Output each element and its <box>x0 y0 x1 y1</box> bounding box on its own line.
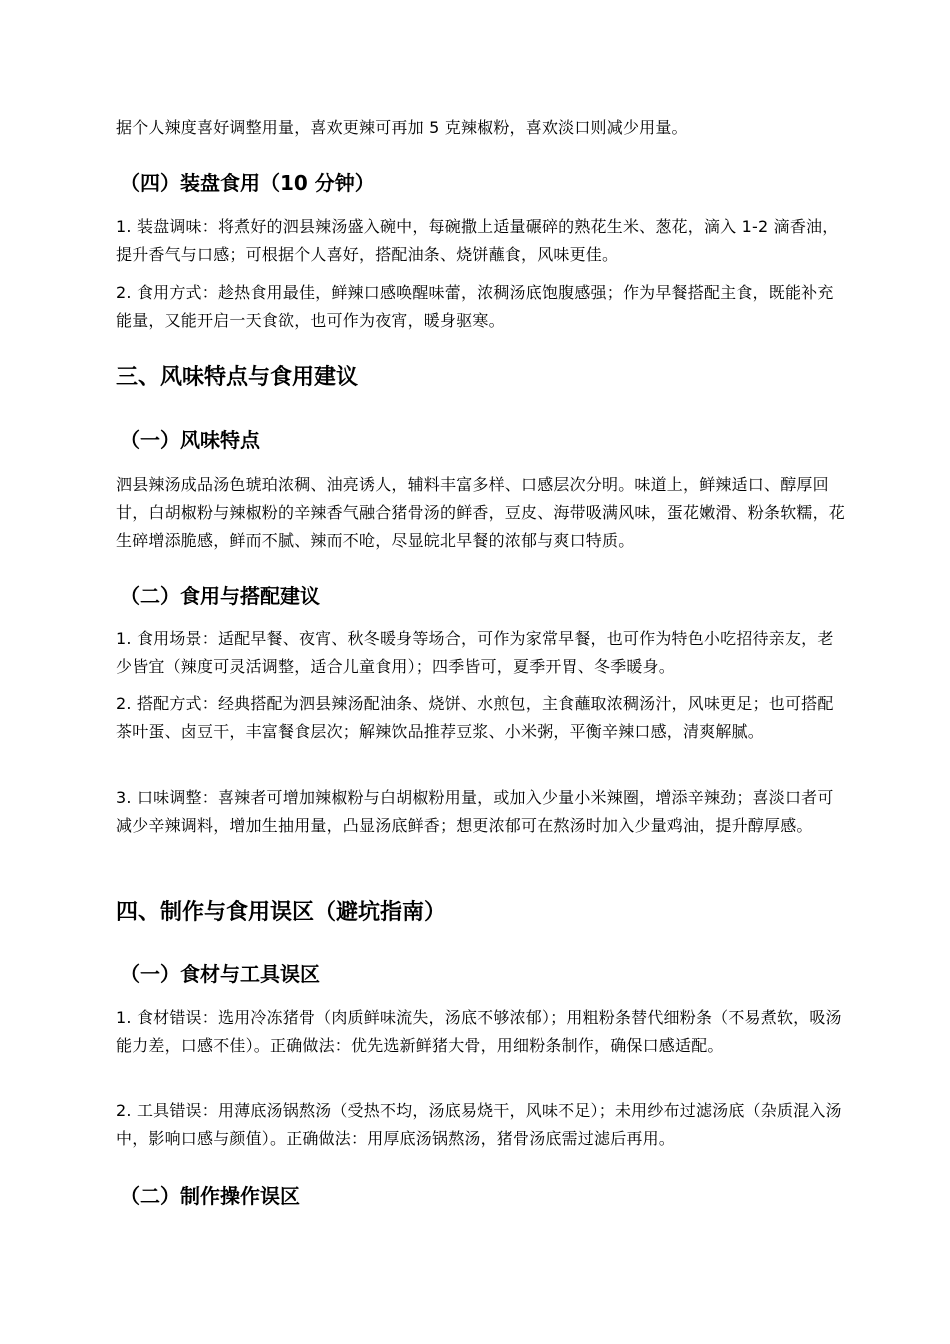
heading-pairing: （二）食用与搭配建议 <box>120 584 320 608</box>
heading-operation-mistakes: （二）制作操作误区 <box>120 1184 300 1208</box>
heading-section-4: （四）装盘食用（10 分钟） <box>120 171 375 195</box>
paragraph-top: 据个人辣度喜好调整用量，喜欢更辣可再加 5 克辣椒粉，喜欢淡口则减少用量。 <box>116 118 688 137</box>
heading-ingredient-mistakes: （一）食材与工具误区 <box>120 962 320 986</box>
paragraph-eating-method: 2. 食用方式：趁热食用最佳，鲜辣口感唤醒味蕾，浓稠汤底饱腹感强；作为早餐搭配主食，既能补充能量，又能开启一天食欲，也可作为夜宵，暖身驱寒。 <box>116 283 834 330</box>
paragraph-ingredient-errors: 1. 食材错误：选用冷冻猪骨（肉质鲜味流失，汤底不够浓郁）；用粗粉条替代细粉条（不易煮软，吸汤能力差，口感不佳）。正确做法：优先选新鲜猪大骨，用细粉条制作，确保口感适配。 <box>116 1008 842 1055</box>
paragraph-plating: 1. 装盘调味：将煮好的泗县辣汤盛入碗中，每碗撒上适量碾碎的熟花生米、葱花，滴入 1-2 滴香油，提升香气与口感；可根据个人喜好，搭配油条、烧饼蘸食，风味更佳。 <box>116 217 839 264</box>
paragraph-tool-errors: 2. 工具错误：用薄底汤锅熬汤（受热不均，汤底易烧干，风味不足）；未用纱布过滤汤底（杂质混入汤中，影响口感与颜值）。正确做法：用厚底汤锅熬汤，猪骨汤底需过滤后再用。 <box>116 1101 842 1148</box>
paragraph-taste-adjust: 3. 口味调整：喜辣者可增加辣椒粉与白胡椒粉用量，或加入少量小米辣圈，增添辛辣劲；喜淡口者可减少辛辣调料，增加生抽用量，凸显汤底鲜香；想更浓郁可在熬汤时加入少量鸡油，提升醇厚感。 <box>116 788 834 835</box>
paragraph-scenario: 1. 食用场景：适配早餐、夜宵、秋冬暖身等场合，可作为家常早餐，也可作为特色小吃招待亲友，老少皆宜（辣度可灵活调整，适合儿童食用）；四季皆可，夏季开胃、冬季暖身。 <box>116 629 834 676</box>
heading-chapter-3: 三、风味特点与食用建议 <box>116 365 359 390</box>
heading-flavor: （一）风味特点 <box>120 428 260 452</box>
paragraph-pairing-method: 2. 搭配方式：经典搭配为泗县辣汤配油条、烧饼、水煎包，主食蘸取浓稠汤汁，风味更足；也可搭配茶叶蛋、卤豆干，丰富餐食层次；解辣饮品推荐豆浆、小米粥，平衡辛辣口感，清爽解腻。 <box>116 694 834 741</box>
paragraph-flavor: 泗县辣汤成品汤色琥珀浓稠、油亮诱人，辅料丰富多样、口感层次分明。味道上，鲜辣适口、醇厚回甘，白胡椒粉与辣椒粉的辛辣香气融合猪骨汤的鲜香，豆皮、海带吸满风味，蛋花嫩滑、粉条软糯，花生碎增添脆感，鲜而不腻、辣而不呛，尽显皖北早餐的浓郁与爽口特质。 <box>116 475 846 550</box>
heading-chapter-4: 四、制作与食用误区（避坑指南） <box>116 900 447 925</box>
